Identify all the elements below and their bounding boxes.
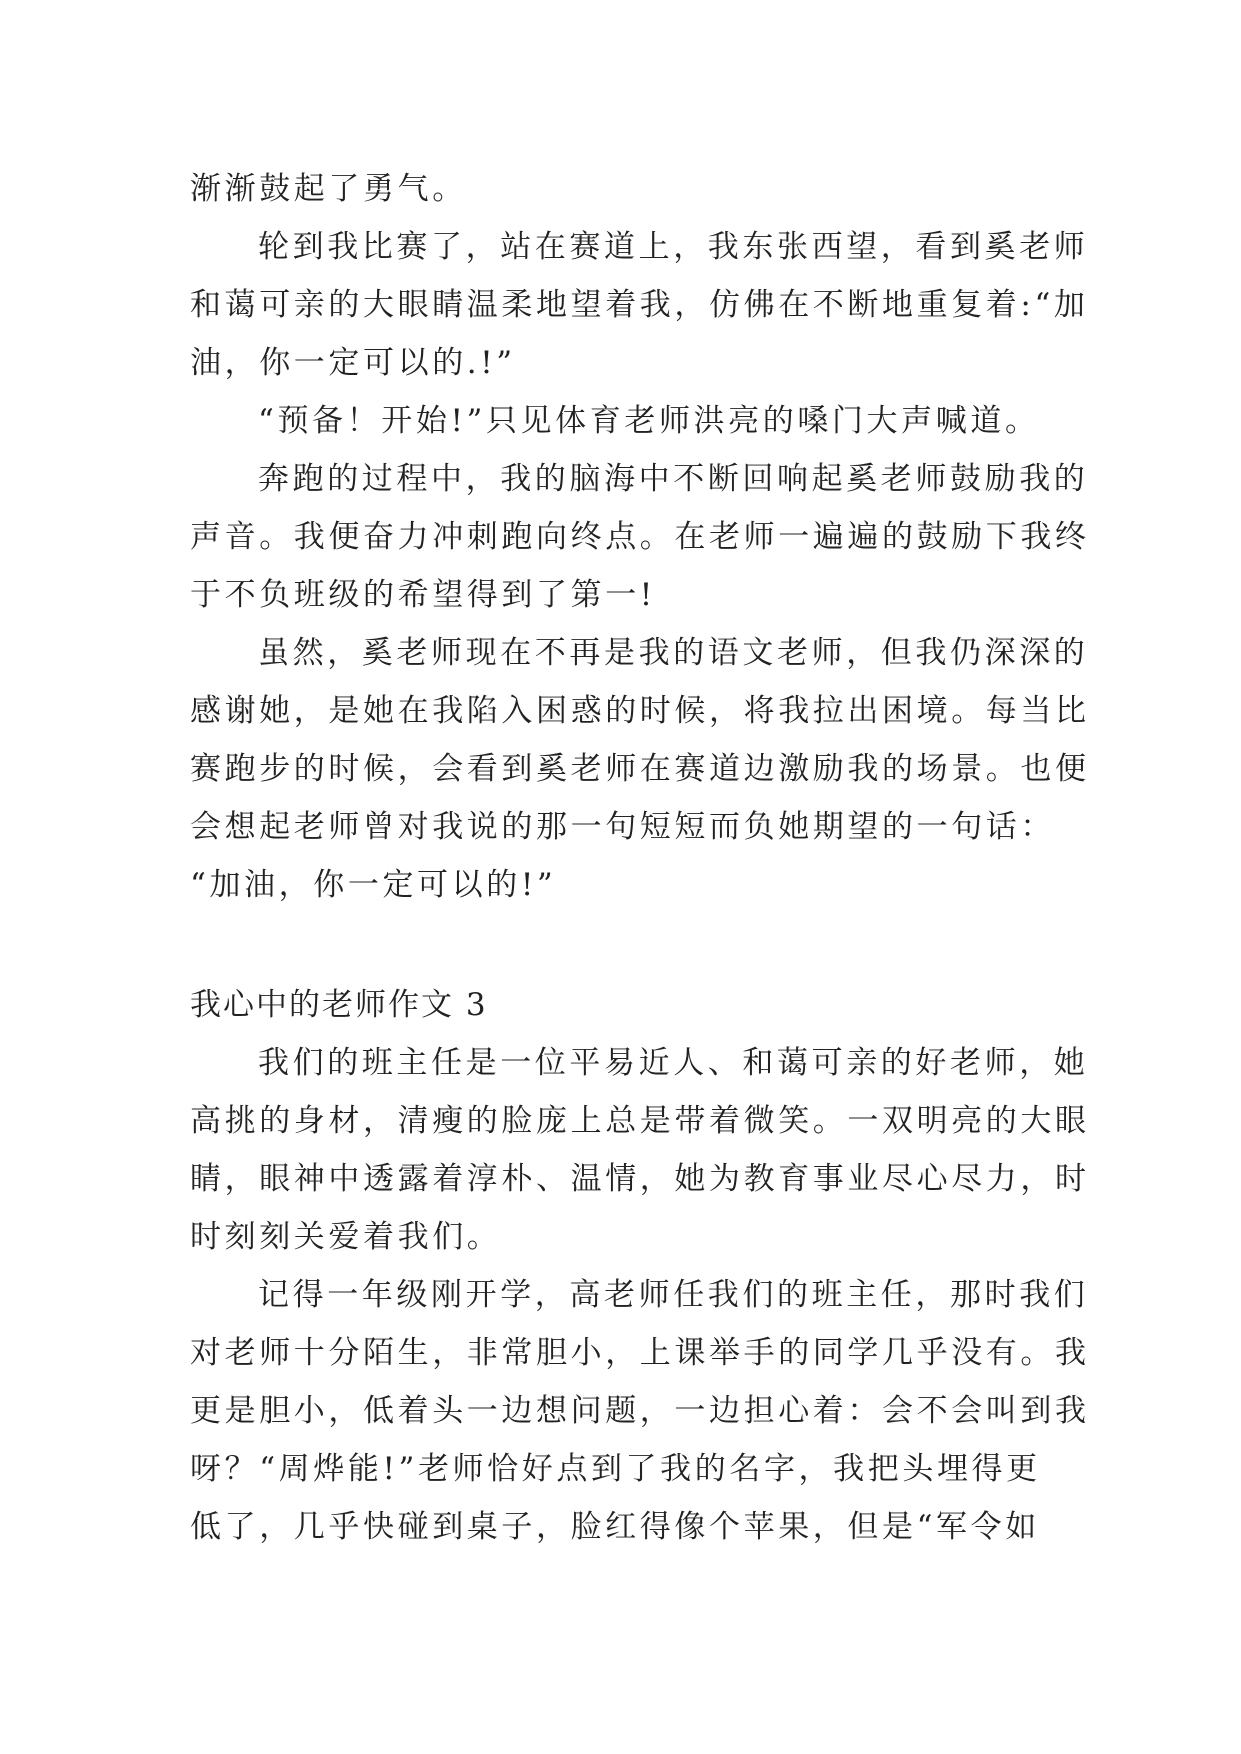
section-gap (190, 914, 1058, 976)
text-line: 声音。我便奋力冲刺跑向终点。在老师一遍遍的鼓励下我终 (190, 519, 1090, 555)
text-line: 更是胆小，低着头一边想问题，一边担心着：会不会叫到我 (190, 1393, 1090, 1429)
text-line: 我们的班主任是一位平易近人、和蔼可亲的好老师，她 (258, 1045, 1089, 1081)
text-line: 呀？“周烨能!”老师恰好点到了我的名字，我把头埋得更 (190, 1451, 1041, 1487)
text-line: 低了，几乎快碰到桌子，脸红得像个苹果，但是“军令如 (190, 1509, 1040, 1545)
text-line: 时刻刻关爱着我们。 (190, 1219, 502, 1255)
text-line: 和蔼可亲的大眼睛温柔地望着我，仿佛在不断地重复着:“加 (190, 287, 1089, 323)
text-line: “加油，你一定可以的!” (190, 867, 557, 903)
text-line: 高挑的身材，清瘦的脸庞上总是带着微笑。一双明亮的大眼 (190, 1103, 1090, 1139)
text-line: 于不负班级的希望得到了第一! (190, 577, 656, 613)
text-line: 虽然，奚老师现在不再是我的语文老师，但我仍深深的 (258, 635, 1089, 671)
text-line: 油，你一定可以的.!” (190, 345, 516, 381)
section-title: 我心中的老师作文 3 (190, 987, 488, 1023)
text-line: 渐渐鼓起了勇气。 (190, 171, 467, 207)
text-line: 记得一年级刚开学，高老师任我们的班主任，那时我们 (258, 1277, 1089, 1313)
text-line: 睛，眼神中透露着淳朴、温情，她为教育事业尽心尽力，时 (190, 1161, 1090, 1197)
text-line: 感谢她，是她在我陷入困惑的时候，将我拉出困境。每当比 (190, 693, 1090, 729)
document-body (190, 160, 1090, 1556)
text-line: 会想起老师曾对我说的那一句短短而负她期望的一句话： (190, 809, 1055, 845)
text-line: 奔跑的过程中，我的脑海中不断回响起奚老师鼓励我的 (258, 461, 1089, 497)
text-line: 轮到我比赛了，站在赛道上，我东张西望，看到奚老师 (258, 229, 1089, 265)
text-line: 对老师十分陌生，非常胆小，上课举手的同学几乎没有。我 (190, 1335, 1090, 1371)
essay-part-1 (190, 160, 1090, 914)
text-line: 赛跑步的时候，会看到奚老师在赛道边激励我的场景。也便 (190, 751, 1090, 787)
essay-part-3 (190, 1034, 1090, 1556)
text-line: “预备！开始!”只见体育老师洪亮的嗓门大声喊道。 (258, 403, 1040, 439)
